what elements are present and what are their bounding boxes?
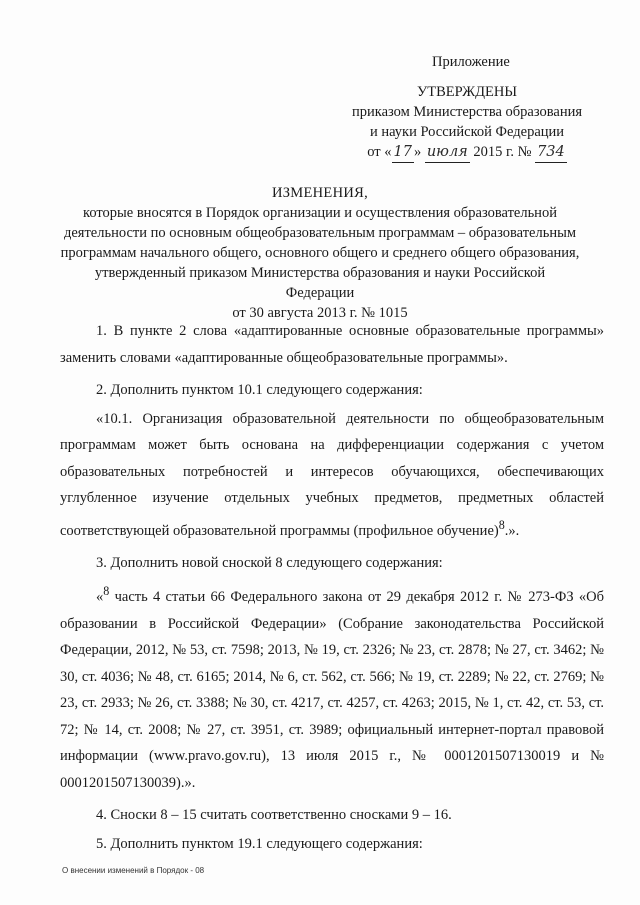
footnote-ref-8: 8	[498, 517, 505, 532]
item-10-1-body: «10.1. Организация образовательной деятельности по общеобразовательным программам может быть основана на дифференциации содержания с учетом образовательных потребностей и интересов обучающихся, обеспечивающих углубленное изучение отдельных учебных предметов, предметных областей соответствующей образовательной программы (профильное обучение)	[60, 410, 604, 539]
item-5: 5. Дополнить пунктом 19.1 следующего содержания:	[96, 835, 423, 852]
order-date-line	[332, 142, 602, 163]
handwritten-month: июля	[425, 142, 470, 163]
heading-line-4: утвержденный приказом Министерства образования и науки Российской Федерации	[94, 265, 546, 301]
approval-stamp	[332, 82, 602, 163]
date-year: 2015 г. №	[473, 144, 532, 160]
document-heading	[60, 183, 580, 323]
footnote-8-text	[60, 578, 604, 796]
item-2: 2. Дополнить пунктом 10.1 следующего содержания:	[96, 382, 423, 398]
item-10-1-text	[60, 406, 604, 544]
handwritten-number: 734	[535, 142, 567, 163]
handwritten-day: 17	[392, 142, 414, 163]
page-footer: О внесении изменений в Порядок - 08	[62, 866, 205, 875]
date-prefix: от «	[367, 144, 392, 160]
footnote-8-marker: 8	[103, 584, 110, 599]
date-mid: »	[413, 144, 422, 160]
document-body	[60, 318, 604, 859]
order-line-1: приказом Министерства образования	[351, 104, 583, 120]
appendix-label: Приложение	[432, 54, 510, 70]
heading-line-1: которые вносятся в Порядок организации и осуществления образовательной	[83, 205, 557, 221]
heading-line-5: от 30 августа 2013 г. № 1015	[232, 305, 408, 321]
item-3: 3. Дополнить новой сноской 8 следующего содержания:	[96, 554, 443, 571]
footnote-8-body: часть 4 статьи 66 Федерального закона от 29 декабря 2012 г. № 273-ФЗ «Об образовании в Российской Федерации» (Собрание законодательства Российской Федерации, 2012, № 53, ст. 7598; 2013, № 19, ст. 2326; № 23, ст. 2878; № 27, ст. 3462; № 30, ст. 4036; № 48, ст. 6165; 2014, № 6, ст. 562, ст. 566; № 19, ст. 2289; № 22, ст. 2769; № 23, ст. 2933; № 26, ст. 3388; № 30, ст. 4217, ст. 4257, ст. 4263; 2015, № 1, ст. 42, ст. 53, ст. 72; № 14, ст. 2008; № 27, ст. 3951, ст. 3989; официальный интернет-портал правовой информации (www.pravo.gov.ru), 13 июля 2015 г., № 0001201507130019 и № 0001201507130039).».	[60, 589, 604, 791]
item-10-1-end: .».	[504, 522, 520, 539]
order-line-2: и науки Российской Федерации	[369, 124, 565, 140]
item-1: 1. В пункте 2 слова «адаптированные основные образовательные программы» заменить словами «адаптированные общеобразовательные программы».	[60, 323, 604, 366]
approved-label: УТВЕРЖДЕНЫ	[416, 84, 518, 100]
item-4: 4. Сноски 8 – 15 считать соответственно сносками 9 – 16.	[96, 807, 452, 824]
footnote-open-quote: «	[96, 589, 104, 606]
heading-title: ИЗМЕНЕНИЯ,	[271, 185, 369, 201]
heading-line-2: деятельности по основным общеобразовательным программам – образовательным	[63, 225, 577, 241]
heading-line-3: программам начального общего, основного общего и среднего общего образования,	[60, 245, 580, 261]
